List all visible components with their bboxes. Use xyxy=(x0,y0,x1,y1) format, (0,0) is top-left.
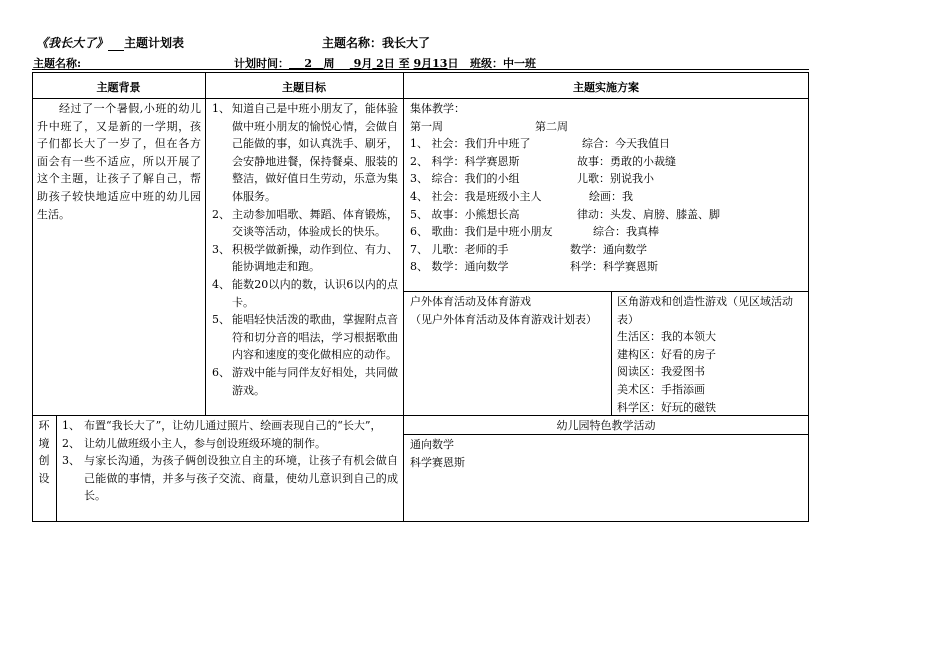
lesson-row: 7、 儿歌：老师的手 数学：通向数学 xyxy=(410,242,647,256)
outdoor-cell xyxy=(410,293,608,328)
impl-row-divider xyxy=(403,291,809,292)
header-rule xyxy=(32,69,809,70)
corner-title: 区角游戏和创造性游戏（见区域活动表） xyxy=(617,295,793,326)
col-divider-2 xyxy=(403,72,404,522)
special-item: 科学赛恩斯 xyxy=(410,455,465,469)
env-item: 3、 与家长沟通，为孩子俩创设独立自主的环境，让孩子有机会做自己能做的事情，并多与孩子交流、商量，使幼儿意识到自己的成长。 xyxy=(62,454,398,503)
row2-theme-label: 主题名称: xyxy=(33,57,82,70)
class-label: 班级： xyxy=(469,57,503,70)
outdoor-title: 户外体育活动及体育游戏 xyxy=(410,295,531,308)
week-labels xyxy=(410,118,806,136)
lesson-row: 8、 数学：通向数学 科学：科学赛恩斯 xyxy=(410,260,658,274)
plan-time-label: 计划时间： xyxy=(234,57,289,70)
env-label-divider xyxy=(56,415,57,522)
lesson-row: 6、 歌曲：我们是中班小朋友 综合：我真棒 xyxy=(410,225,659,239)
lesson-row: 2、 科学：科学赛恩斯 故事：勇敢的小裁缝 xyxy=(410,154,676,168)
theme-name-value: 我长大了 xyxy=(382,36,431,50)
title-line xyxy=(36,34,184,51)
day-unit-2: 日 xyxy=(447,57,459,70)
week2-label: 第二周 xyxy=(535,119,568,133)
background-text: 经过了一个暑假,小班的幼儿升中班了，又是新的一学期，孩子们都长大了一岁了，但在各方面会有一些不适应，所以开展了这个主题，让孩子了解自己，帮助孩子较快地适应中班的幼儿园生活。 xyxy=(37,102,201,221)
to-label: 至 xyxy=(398,57,410,70)
special-item: 通向数学 xyxy=(410,438,454,451)
theme-name-line xyxy=(322,34,430,51)
day-unit: 日 xyxy=(383,57,395,70)
corner-item: 美术区：手指添画 xyxy=(617,382,705,396)
lesson-row: 1、 社会：我们升中班了 综合：今天我值日 xyxy=(410,137,670,151)
doc-title: 《我长大了》 xyxy=(36,36,109,50)
col-header-plan: 主题实施方案 xyxy=(573,81,639,94)
env-item: 1、 布置“我长大了”，让幼儿通过照片、绘画表现自己的“长大”， xyxy=(62,419,382,432)
weeks-unit: 周 xyxy=(323,57,335,70)
special-title: 幼儿园特色教学活动 xyxy=(556,419,656,432)
theme-name-label: 主题名称： xyxy=(322,36,383,50)
start-day: 2 xyxy=(376,57,384,70)
collective-teaching xyxy=(410,100,806,276)
col-header-background: 主题背景 xyxy=(96,81,141,94)
header-row-rule xyxy=(32,98,809,99)
goal-item: 4、 能数20以内的数，认识6以内的点卡。 xyxy=(212,277,398,309)
env-label: 环 境 创 设 xyxy=(38,419,50,485)
month-unit: 月 xyxy=(361,57,373,70)
lesson-row: 3、 综合：我们的小组 儿歌：别说我小 xyxy=(410,172,654,186)
end-date: 9月13 xyxy=(413,57,448,70)
week1-label: 第一周 xyxy=(410,119,443,133)
lesson-row: 4、 社会：我是班级小主人 绘画：我 xyxy=(410,189,633,203)
col-header-goals: 主题目标 xyxy=(282,81,326,94)
special-list xyxy=(410,436,806,471)
title-underline xyxy=(108,38,124,51)
plan-weeks: 2 xyxy=(304,57,312,70)
corner-cell xyxy=(617,293,805,416)
goal-item: 6、 游戏中能与同伴友好相处，共同做游戏。 xyxy=(212,365,398,397)
corner-item: 生活区：我的本领大 xyxy=(617,330,716,344)
corner-item: 建构区：好看的房子 xyxy=(617,347,716,361)
doc-subtitle: 主题计划表 xyxy=(124,36,185,50)
corner-item: 科学区：好玩的磁铁 xyxy=(617,400,716,414)
env-item: 2、 让幼儿做班级小主人，参与创设班级环境的制作。 xyxy=(62,436,326,450)
goal-item: 1、 知道自己是中班小朋友了，能体验做中班小朋友的愉悦心情，会做自己能做的事，如认真洗手、刷牙，会安静地进餐，保持餐桌、服装的整洁，做好值日生劳动，乐意为集体服务。 xyxy=(212,102,398,203)
lesson-row: 5、 故事：小熊想长高 律动：头发、肩膀、膝盖、脚 xyxy=(410,207,720,221)
goal-item: 5、 能唱轻快活泼的歌曲，掌握附点音符和切分音的唱法，学习根据歌曲内容和速度的变化做相应的动作。 xyxy=(212,313,398,362)
impl-col-divider xyxy=(611,291,612,416)
corner-item: 阅读区：我爱图书 xyxy=(617,365,705,379)
goals-list xyxy=(212,100,398,399)
class-value: 中一班 xyxy=(502,57,536,70)
collective-label: 集体教学： xyxy=(410,102,465,115)
col-divider-1 xyxy=(205,72,206,416)
env-list xyxy=(62,417,398,505)
outdoor-note: （见户外体育活动及体育游戏计划表） xyxy=(410,312,597,326)
goal-item: 3、 积极学做新操，动作到位、有力、能协调地走和跑。 xyxy=(212,242,398,274)
goal-item: 2、 主动参加唱歌、舞蹈、体育锻炼，交谈等活动，体验成长的快乐。 xyxy=(212,207,398,239)
start-month: 9 xyxy=(353,57,362,70)
